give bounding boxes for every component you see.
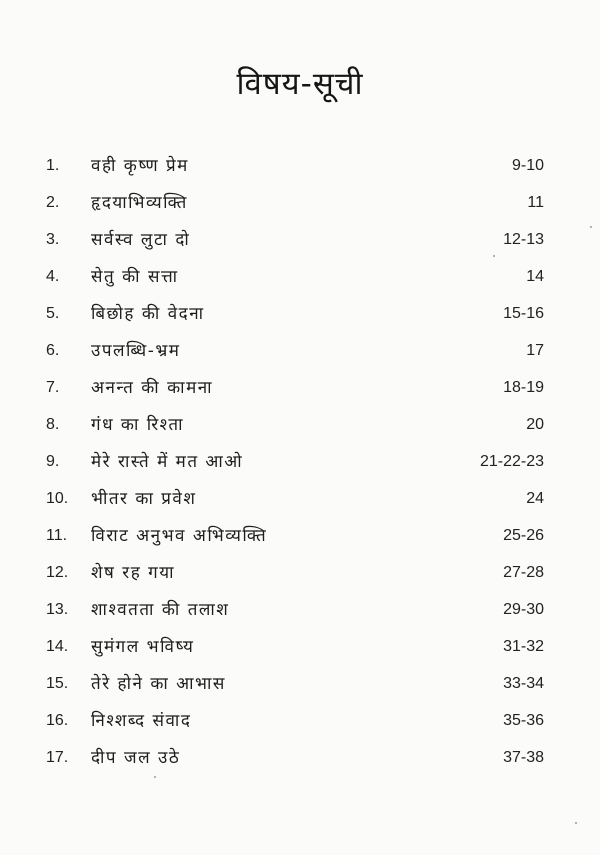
toc-row (0, 521, 600, 558)
entry-title: हृदयाभिव्यक्ति (91, 193, 188, 213)
entry-title: सेतु की सत्ता (91, 267, 179, 287)
scan-speck (590, 226, 592, 228)
entry-title: शेष रह गया (91, 563, 176, 583)
entry-number: 4. (46, 268, 60, 285)
entry-title: निश्शब्द संवाद (91, 711, 192, 731)
entry-page-range: 9-10 (511, 157, 544, 174)
entry-number: 17. (46, 749, 69, 766)
entry-number: 9. (46, 453, 60, 470)
entry-title: विराट अनुभव अभिव्यक्ति (91, 526, 268, 546)
entry-title: वही कृष्ण प्रेम (91, 156, 189, 176)
toc-row (0, 225, 600, 262)
entry-page-range: 15-16 (503, 305, 544, 322)
toc-row (0, 447, 600, 484)
entry-number: 3. (46, 231, 60, 248)
entry-page-range: 25-26 (503, 527, 544, 544)
entry-title: सुमंगल भविष्य (91, 637, 195, 657)
toc-row (0, 299, 600, 336)
entry-title: शाश्वतता की तलाश (91, 600, 230, 620)
entry-number: 2. (46, 194, 60, 211)
entry-page-range: 21-22-23 (479, 453, 544, 470)
entry-number: 14. (46, 638, 69, 655)
entry-number: 1. (46, 157, 60, 174)
entry-title: भीतर का प्रवेश (91, 489, 197, 509)
entry-title: गंध का रिश्ता (91, 415, 184, 435)
entry-number: 6. (46, 342, 60, 359)
toc-row (0, 262, 600, 299)
entry-title: अनन्त की कामना (91, 378, 214, 398)
entry-page-range: 29-30 (503, 601, 544, 618)
toc-row (0, 669, 600, 706)
entry-number: 8. (46, 416, 60, 433)
toc-row (0, 706, 600, 743)
entry-title: दीप जल उठे (91, 748, 181, 768)
entry-page-range: 20 (526, 416, 544, 433)
page-title: विषय-सूची (236, 66, 364, 102)
entry-page-range: 37-38 (503, 749, 544, 766)
entry-number: 11. (46, 527, 68, 544)
entry-number: 7. (46, 379, 60, 396)
scan-speck (575, 822, 577, 824)
toc-row (0, 373, 600, 410)
toc-row (0, 484, 600, 521)
entry-title: तेरे होने का आभास (91, 674, 226, 694)
entry-page-range: 27-28 (503, 564, 544, 581)
entry-number: 13. (46, 601, 69, 618)
toc-row (0, 632, 600, 669)
entry-title: उपलब्धि-भ्रम (91, 341, 181, 361)
toc-row (0, 558, 600, 595)
scan-speck (493, 255, 495, 257)
entry-page-range: 31-32 (503, 638, 544, 655)
entry-page-range: 33-34 (503, 675, 544, 692)
toc-row (0, 188, 600, 225)
toc-row (0, 151, 600, 188)
scan-speck (154, 776, 156, 778)
entry-number: 12. (46, 564, 69, 581)
entry-page-range: 35-36 (503, 712, 544, 729)
entry-number: 16. (46, 712, 69, 729)
entry-page-range: 12-13 (503, 231, 544, 248)
entry-number: 10. (46, 490, 69, 507)
entry-number: 15. (46, 675, 69, 692)
entry-title: बिछोह की वेदना (91, 304, 205, 324)
entry-page-range: 17 (526, 342, 544, 359)
toc-row (0, 743, 600, 780)
toc-row (0, 410, 600, 447)
toc-row (0, 336, 600, 373)
entry-page-range: 11 (527, 194, 544, 211)
table-of-contents (0, 151, 600, 780)
entry-page-range: 14 (526, 268, 544, 285)
entry-page-range: 24 (526, 490, 544, 507)
toc-row (0, 595, 600, 632)
entry-number: 5. (46, 305, 60, 322)
entry-title: मेरे रास्ते में मत आओ (91, 452, 244, 472)
entry-title: सर्वस्व लुटा दो (91, 230, 191, 250)
entry-page-range: 18-19 (503, 379, 544, 396)
